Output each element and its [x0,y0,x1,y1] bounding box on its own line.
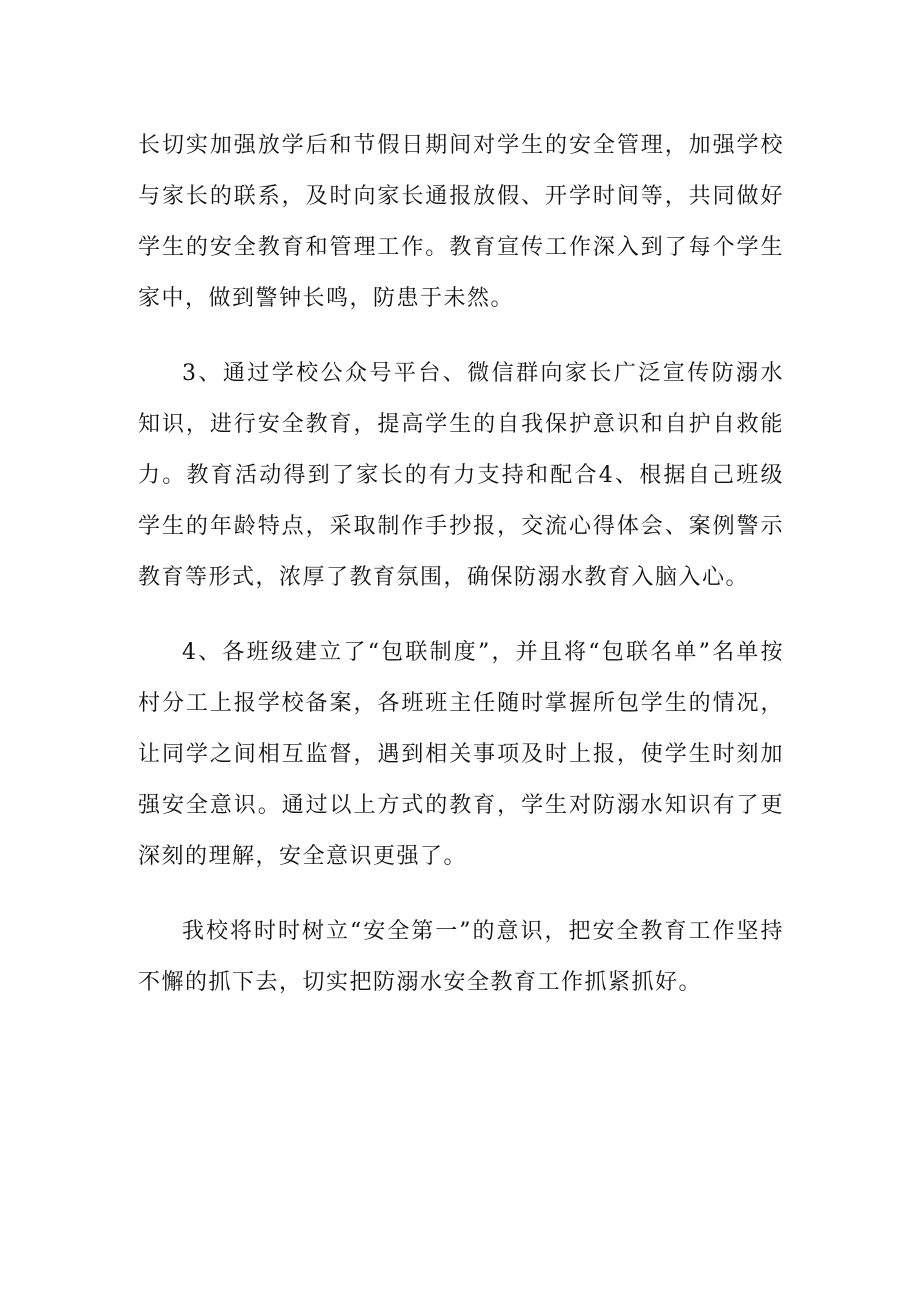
paragraph-item-3: 3、通过学校公众号平台、微信群向家长广泛宣传防溺水知识，进行安全教育，提高学生的自我保护意识和自护自救能力。教育活动得到了家长的有力支持和配合4、根据自己班级学生的年龄特点，采取制作手抄报，交流心得体会、案例警示教育等形式，浓厚了教育氛围，确保防溺水教育入脑入心。 [138,361,784,590]
paragraph-continuation: 长切实加强放学后和节假日期间对学生的安全管理，加强学校与家长的联系，及时向家长通报放假、开学时间等，共同做好学生的安全教育和管理工作。教育宣传工作深入到了每个学生家中，做到警钟长鸣，防患于未然。 [138,133,784,311]
paragraph-item-4: 4、各班级建立了“包联制度”，并且将“包联名单”名单按村分工上报学校备案，各班班主任随时掌握所包学生的情况，让同学之间相互监督，遇到相关事项及时上报，使学生时刻加强安全意识。通过以上方式的教育，学生对防溺水知识有了更深刻的理解，安全意识更强了。 [138,640,784,869]
paragraph-conclusion: 我校将时时树立“安全第一”的意识，把安全教育工作坚持不懈的抓下去，切实把防溺水安全教育工作抓紧抓好。 [138,919,784,995]
document-body [138,120,784,1032]
